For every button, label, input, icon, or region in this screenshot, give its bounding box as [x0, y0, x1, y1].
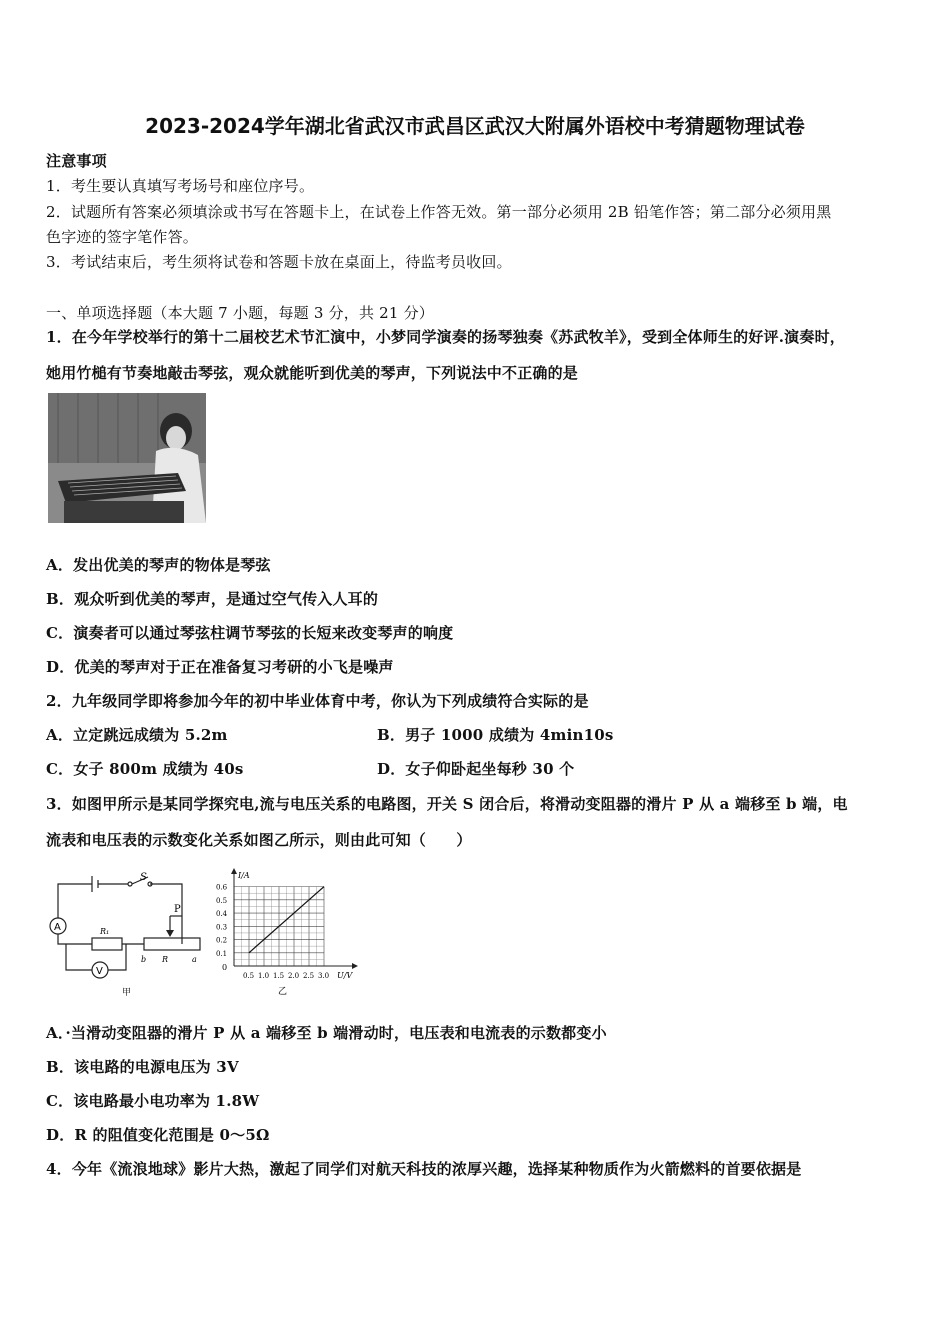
q1-stem-line1: 1．在今年学校举行的第十二届校艺术节汇演中，小梦同学演奏的扬琴独奏《苏武牧羊》，受到全体师生的好评.演奏时， — [46, 328, 845, 346]
r-label: R — [162, 955, 169, 964]
switch-label: S — [140, 872, 147, 883]
ammeter-label: A — [54, 922, 61, 933]
origin-label: 0 — [222, 963, 228, 972]
q1-stem-line2: 她用竹槌有节奏地敲击琴弦，观众就能听到优美的琴声，下列说法中不正确的是 — [46, 364, 579, 382]
y-axis-label: I/A — [238, 871, 250, 880]
x-tick-label: 1.5 — [273, 972, 285, 980]
notice-heading: 注意事项 — [46, 152, 107, 170]
circuit-diagram — [44, 870, 204, 1000]
q2-option-b: B．男子 1000 成绩为 4min10s — [377, 726, 614, 744]
q2-option-c: C．女子 800m 成绩为 40s — [46, 760, 244, 778]
x-axis-label: U/V — [337, 971, 353, 980]
q3-option-a: A．·当滑动变阻器的滑片 P 从 a 端移至 b 端滑动时，电压表和电流表的示数都变小 — [46, 1024, 607, 1042]
graph-caption: 乙 — [278, 987, 288, 997]
q4-stem: 4．今年《流浪地球》影片大热，激起了同学们对航天科技的浓厚兴趣，选择某种物质作为火箭燃料的首要依据是 — [46, 1160, 802, 1178]
section-heading: 一、单项选择题（本大题 7 小题，每题 3 分，共 21 分） — [46, 304, 434, 322]
q2-option-a: A．立定跳远成绩为 5.2m — [46, 726, 228, 744]
x-tick-label: 1.0 — [258, 972, 270, 980]
notice-item-3: 3．考试结束后，考生须将试卷和答题卡放在桌面上，待监考员收回。 — [46, 253, 512, 271]
q1-option-d: D．优美的琴声对于正在准备复习考研的小飞是噪声 — [46, 658, 394, 676]
notice-item-2-cont: 色字迹的签字笔作答。 — [46, 228, 199, 246]
b-label: b — [141, 955, 147, 964]
x-axis-arrow — [352, 963, 358, 969]
x-tick-label: 3.0 — [318, 972, 330, 980]
notice-item-1: 1．考生要认真填写考场号和座位序号。 — [46, 177, 315, 195]
x-tick-label: 2.0 — [288, 972, 300, 980]
y-tick-label: 0.3 — [216, 923, 228, 932]
iu-graph — [212, 866, 360, 1002]
y-tick-label: 0.5 — [216, 896, 228, 905]
chart-axes — [231, 868, 358, 969]
x-tick-label: 0.5 — [243, 972, 255, 980]
voltmeter-label: V — [96, 966, 103, 977]
circuit-caption: 甲 — [122, 988, 132, 998]
q1-option-b: B．观众听到优美的琴声，是通过空气传入人耳的 — [46, 590, 379, 608]
q2-option-d: D．女子仰卧起坐每秒 30 个 — [377, 760, 575, 778]
q2-stem: 2．九年级同学即将参加今年的初中毕业体育中考，你认为下列成绩符合实际的是 — [46, 692, 589, 710]
notice-item-2: 2．试题所有答案必须填涂或书写在答题卡上，在试卷上作答无效。第一部分必须用 2B 铅笔作答；第二部分必须用黑 — [46, 203, 832, 221]
y-axis-arrow — [231, 868, 237, 874]
y-tick-label: 0.4 — [216, 910, 228, 919]
q3-option-b: B．该电路的电源电压为 3V — [46, 1058, 239, 1076]
r1-label: R₁ — [100, 927, 110, 936]
y-tick-label: 0.6 — [216, 883, 228, 892]
y-tick-label: 0.2 — [216, 936, 228, 945]
q3-stem-line2: 流表和电压表的示数变化关系如图乙所示，则由此可知（ ） — [46, 831, 472, 849]
q3-stem-line1: 3．如图甲所示是某同学探究电,流与电压关系的电路图，开关 S 闭合后，将滑动变阻器的滑片 P 从 a 端移至 b 端，电 — [46, 795, 848, 813]
y-tick-label: 0.1 — [216, 949, 228, 958]
q3-option-d: D．R 的阻值变化范围是 0～5Ω — [46, 1126, 270, 1144]
q1-option-c: C．演奏者可以通过琴弦柱调节琴弦的长短来改变琴声的响度 — [46, 624, 454, 642]
yangqin-performance-photo — [48, 393, 206, 523]
q1-option-a: A．发出优美的琴声的物体是琴弦 — [46, 556, 271, 574]
page-title: 2023-2024学年湖北省武汉市武昌区武汉大附属外语校中考猜题物理试卷 — [145, 114, 805, 138]
a-label: a — [192, 955, 197, 964]
slider-label: P — [174, 904, 181, 915]
x-tick-label: 2.5 — [303, 972, 315, 980]
q3-option-c: C．该电路最小电功率为 1.8W — [46, 1092, 260, 1110]
